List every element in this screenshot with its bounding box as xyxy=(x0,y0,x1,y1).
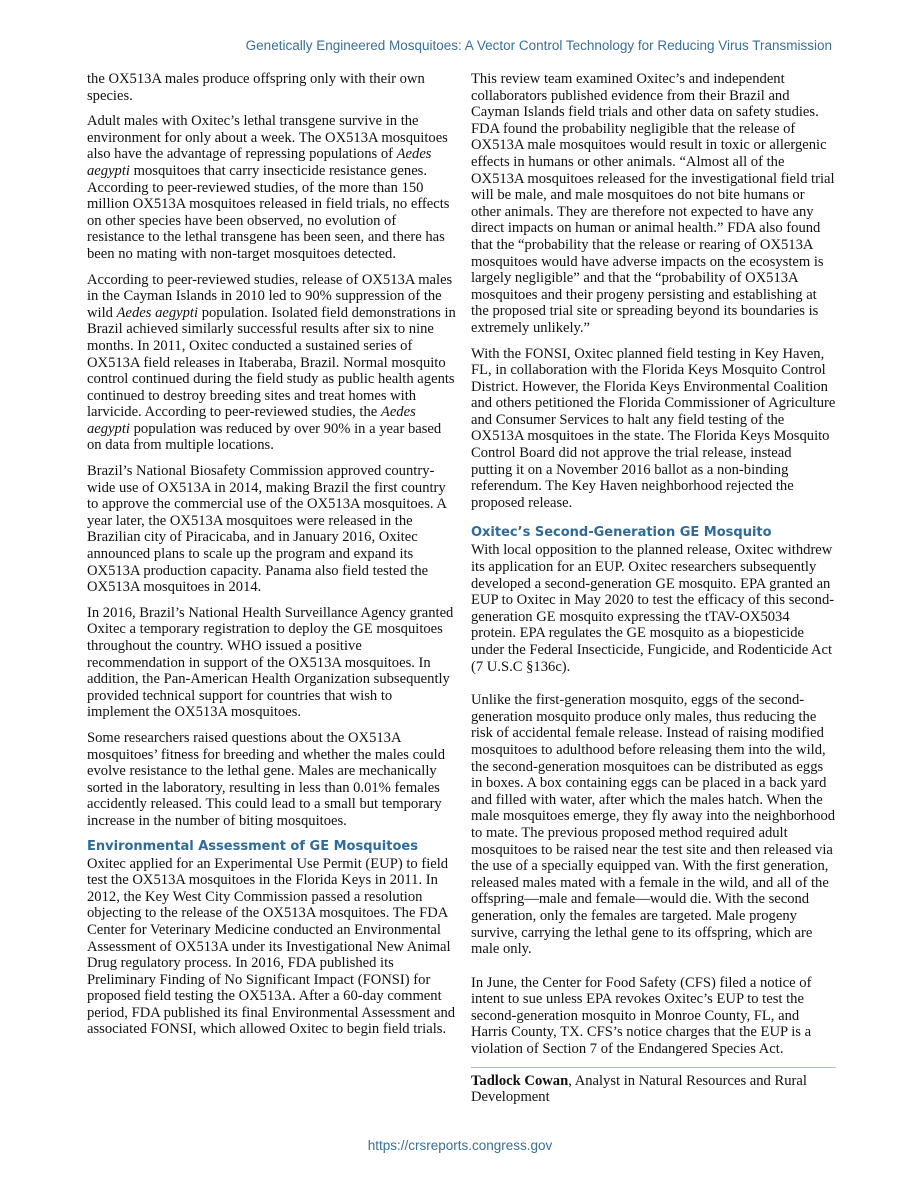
paragraph: Oxitec applied for an Experimental Use Permit (EUP) to field test the OX513A mosquitoes in the Florida Keys in 2011. In 2012, the Key West City Commission passed a resolution objecting to the release of the OX513A mosquitoes. The FDA Center for Veterinary Medicine conducted an Environmental Assessment of OX513A under its Investigational New Animal Drug regulatory process. In 2016, FDA published its Preliminary Finding of No Significant Impact (FONSI) for proposed field testing the OX513A. After a 60-day comment period, FDA published its final Environmental Assessment and associated FONSI, which allowed Oxitec to begin field trials. xyxy=(87,855,456,1038)
paragraph xyxy=(87,272,457,455)
paragraph: Brazil’s National Biosafety Commission approved country-wide use of OX513A in 2014, making Brazil the first country to approve the commercial use of the OX513A mosquitoes. A year later, the OX513A mosquitoes were released in the Brazilian city of Piracicaba, and in January 2016, Oxitec announced plans to scale up the program and expand its OX513A production capacity. Panama also field tested the OX513A mosquitoes in 2014. xyxy=(87,463,447,596)
section-heading: Environmental Assessment of GE Mosquitoes xyxy=(87,838,418,854)
section-heading: Oxitec’s Second-Generation GE Mosquito xyxy=(471,525,772,541)
author-credit xyxy=(471,1073,836,1106)
paragraph: With local opposition to the planned release, Oxitec withdrew its application for an EUP. Oxitec researchers subsequently developed a second-generation GE mosquito. EPA granted an EUP to Oxitec in May 2020 to test the efficacy of this second-generation GE mosquito expressing the tTAV-OX5034 protein. EPA regulates the GE mosquito as a biopesticide under the Federal Insecticide, Fungicide, and Rodenticide Act (7 U.S.C §136c). xyxy=(471,542,835,675)
paragraph: Some researchers raised questions about the OX513A mosquitoes’ fitness for breeding and whether the males could evolve resistance to the lethal gene. Males are mechanically sorted in the laboratory, resulting in less than 0.01% females accidently released. This could lead to a small but temporary increase in the number of biting mosquitoes. xyxy=(87,729,445,829)
text-run: population was reduced by over 90% in a year based on data from multiple locations. xyxy=(87,420,442,454)
paragraph: This review team examined Oxitec’s and independent collaborators published evidence from their Brazil and Cayman Islands field trials and other data on safety studies. FDA found the probability negligible that the release of OX513A male mosquitoes would result in toxic or allergenic effects in humans or other animals. “Almost all of the OX513A mosquitoes released for the investigational field trial will be male, and male mosquitoes do not bite humans or other animals. They are therefore not expected to have any direct impacts on human or animal health.” FDA also found that the “probability that the release or rearing of OX513A mosquitoes would have adverse impacts on the ecosystem is largely negligible” and that the “probability of OX513A mosquitoes and their progeny persisting and establishing at the proposed trial site or spreading beyond its boundaries is extremely unlikely.” xyxy=(471,71,835,336)
text-run: According to peer-reviewed studies, release of OX513A males in the Cayman Islands in 2010 led to 90% suppression of the wild xyxy=(87,271,453,321)
text-run: population. Isolated field demonstrations in Brazil achieved similarly successful results after six to nine months. In 2011, Oxitec conducted a sustained series of OX513A field releases in Itaberaba, Brazil. Normal mosquito control continued during the field study as public health agents continued to destroy breeding sites and treat homes with larvicide. According to peer-reviewed studies, the xyxy=(87,304,456,421)
paragraph: In 2016, Brazil’s National Health Surveillance Agency granted Oxitec a temporary registration to deploy the GE mosquitoes throughout the country. WHO issued a positive recommendation in support of the OX513A mosquitoes. In addition, the Pan-American Health Organization subsequently provided technical support for countries that wish to implement the OX513A mosquitoes. xyxy=(87,604,454,721)
left-column xyxy=(87,71,457,1047)
paragraph xyxy=(87,113,457,262)
footer-link[interactable]: https://crsreports.congress.gov xyxy=(367,1138,553,1153)
species-name: Aedes aegypti xyxy=(87,404,416,437)
paragraph: Unlike the first-generation mosquito, eggs of the second-generation mosquito produce only males, thus reducing the risk of accidental female release. Instead of raising modified mosquitoes to adulthood before releasing them into the wild, the second-generation mosquitoes can be distributed as eggs in boxes. A box containing eggs can be placed in a back yard and filled with water, after which the males hatch. When the male mosquitoes emerge, they fly away into the neighborhood to mate. The previous proposed method required adult mosquitoes to be raised near the test site and then released via the use of a specially equipped van. With the first generation, released males mated with a female in the wild, and all of the offspring—male and female—would die. With the second generation, only the females are targeted. Male progeny survive, carrying the lethal gene to its offspring, which are male only. xyxy=(471,692,836,958)
right-column xyxy=(471,71,836,1115)
species-name: Aedes aegypti xyxy=(116,304,199,321)
text-run: Adult males with Oxitec’s lethal transgene survive in the environment for only about a week. The OX513A mosquitoes also have the advantage of repressing populations of xyxy=(87,113,448,163)
paragraph: the OX513A males produce offspring only with their own species. xyxy=(87,71,425,104)
running-header: Genetically Engineered Mosquitoes: A Vector Control Technology for Reducing Virus Transmission xyxy=(245,38,832,53)
author-title: , Analyst in Natural Resources and Rural Development xyxy=(471,1072,807,1106)
paragraph: With the FONSI, Oxitec planned field testing in Key Haven, FL, in collaboration with the Florida Keys Mosquito Control District. However, the Florida Keys Environmental Coalition and others petitioned the Florida Commissioner of Agriculture and Consumer Services to halt any field testing of the OX513A mosquitoes in the state. The Florida Keys Mosquito Control Board did not approve the trial release, instead putting it on a November 2016 ballot as a non-binding referendum. The Key Haven neighborhood rejected the proposed release. xyxy=(471,345,836,511)
text-run: mosquitoes that carry insecticide resistance genes. According to peer-reviewed studies, of the more than 150 million OX513A mosquitoes released in field trials, no effects on other species have been observed, no evolution of resistance to the lethal transgene has been seen, and there has been no mating with non-target mosquitoes detected. xyxy=(87,162,450,262)
paragraph: In June, the Center for Food Safety (CFS) filed a notice of intent to sue unless EPA revokes Oxitec’s EUP to test the second-generation mosquito in Monroe County, FL, and Harris County, TX. CFS’s notice charges that the EUP is a violation of Section 7 of the Endangered Species Act. xyxy=(471,974,812,1058)
divider xyxy=(471,1067,836,1068)
species-name: Aedes aegypti xyxy=(87,146,432,179)
author-name: Tadlock Cowan xyxy=(471,1072,569,1089)
